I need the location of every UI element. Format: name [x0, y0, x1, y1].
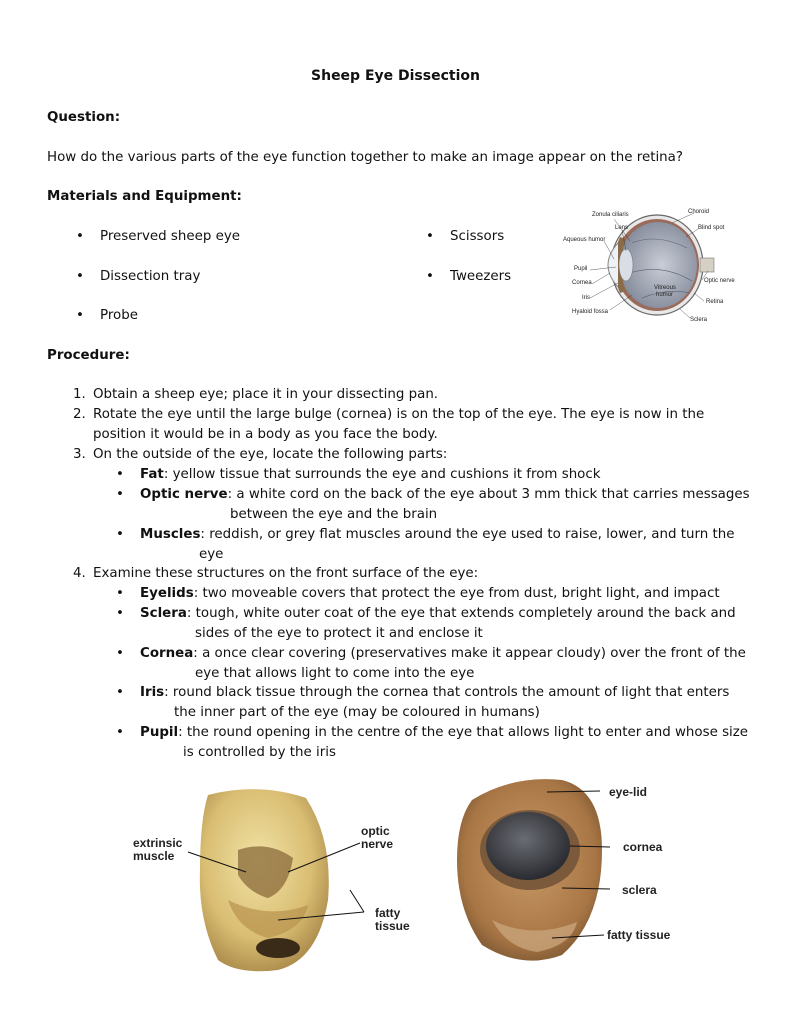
label-sclera: Sclera	[690, 317, 708, 323]
label-fatty: fatty	[375, 906, 401, 920]
label-fatty-tissue: fatty tissue	[607, 928, 671, 942]
material-item: • Tweezers	[450, 269, 511, 284]
label-optic: optic	[361, 824, 390, 838]
step-2: 2. Rotate the eye until the large bulge (cornea) is on the top of the eye. The eye is now in the	[73, 407, 705, 422]
label-vitreous: Vitreous	[654, 285, 676, 291]
label-choroid: Choroid	[688, 209, 710, 215]
dark-spot	[256, 938, 300, 958]
step-3: 3. On the outside of the eye, locate the following parts:	[73, 447, 448, 462]
part-iris: • Iris: round black tissue through the cornea that controls the amount of light that enters	[140, 685, 729, 700]
material-item: • Dissection tray	[100, 269, 200, 284]
cornea-shape	[608, 243, 618, 287]
label-zonula-ciliaris: Zonula ciliaris	[592, 212, 629, 218]
label-humor: humor	[656, 292, 674, 298]
label-sclera: sclera	[622, 883, 657, 897]
label-nerve: nerve	[361, 837, 394, 851]
part-muscles: • Muscles: reddish, or grey flat muscles around the eye used to raise, lower, and turn the	[140, 527, 734, 542]
label-blind-spot: Blind spot	[698, 225, 725, 231]
label-retina: Retina	[706, 299, 724, 305]
part-muscles-cont: eye	[199, 547, 224, 562]
part-pupil-cont: is controlled by the iris	[183, 745, 336, 760]
page-title: Sheep Eye Dissection	[311, 68, 480, 84]
materials-heading: Materials and Equipment:	[47, 189, 242, 204]
part-optic-nerve: • Optic nerve: a white cord on the back of the eye about 3 mm thick that carries messages	[140, 487, 750, 502]
label-pupil: Pupil	[574, 266, 588, 272]
sheep-eye-front-photo	[452, 770, 682, 970]
sheep-eye-back-photo	[128, 780, 428, 975]
part-iris-cont: the inner part of the eye (may be coloured in humans)	[174, 705, 540, 720]
label-tissue: tissue	[375, 919, 410, 933]
part-cornea: • Cornea: a once clear covering (preservatives make it appear cloudy) over the front of the	[140, 646, 746, 661]
label-muscle: muscle	[133, 849, 175, 863]
step-4: 4. Examine these structures on the front surface of the eye:	[73, 566, 479, 581]
cornea-region	[486, 812, 570, 880]
material-item: • Preserved sheep eye	[100, 229, 240, 244]
lens-shape	[619, 249, 633, 281]
eye-anatomy-diagram	[562, 203, 744, 333]
step-2-cont: position it would be in a body as you face the body.	[93, 427, 438, 442]
label-cornea: cornea	[623, 840, 663, 854]
label-eye-lid: eye-lid	[609, 785, 648, 799]
step-1: 1. Obtain a sheep eye; place it in your dissecting pan.	[73, 387, 439, 402]
label-cornea: Cornea	[572, 280, 592, 286]
material-item: • Scissors	[450, 229, 504, 244]
part-cornea-cont: eye that allows light to come into the eye	[195, 666, 475, 681]
label-lens: Lens	[615, 225, 629, 231]
question-text: How do the various parts of the eye function together to make an image appear on the retina?	[47, 150, 683, 165]
part-eyelids: • Eyelids: two moveable covers that protect the eye from dust, bright light, and impact	[140, 586, 720, 601]
label-iris: Iris	[582, 295, 590, 301]
label-optic-nerve: Optic nerve	[704, 278, 735, 284]
question-heading: Question:	[47, 110, 121, 125]
label-aqueous-humor: Aqueous humor	[563, 237, 606, 243]
label-hyaloid-fossa: Hyaloid fossa	[572, 309, 609, 315]
part-sclera-cont: sides of the eye to protect it and enclose it	[195, 626, 483, 641]
part-optic-nerve-cont: between the eye and the brain	[230, 507, 438, 522]
part-sclera: • Sclera: tough, white outer coat of the eye that extends completely around the back and	[140, 606, 736, 621]
optic-nerve-shape	[700, 258, 714, 272]
material-item: • Probe	[100, 308, 138, 323]
part-pupil: • Pupil: the round opening in the centre of the eye that allows light to enter and whose size	[140, 725, 748, 740]
label-extrinsic: extrinsic	[133, 836, 183, 850]
procedure-heading: Procedure:	[47, 348, 130, 363]
part-fat: • Fat: yellow tissue that surrounds the eye and cushions it from shock	[140, 467, 601, 482]
